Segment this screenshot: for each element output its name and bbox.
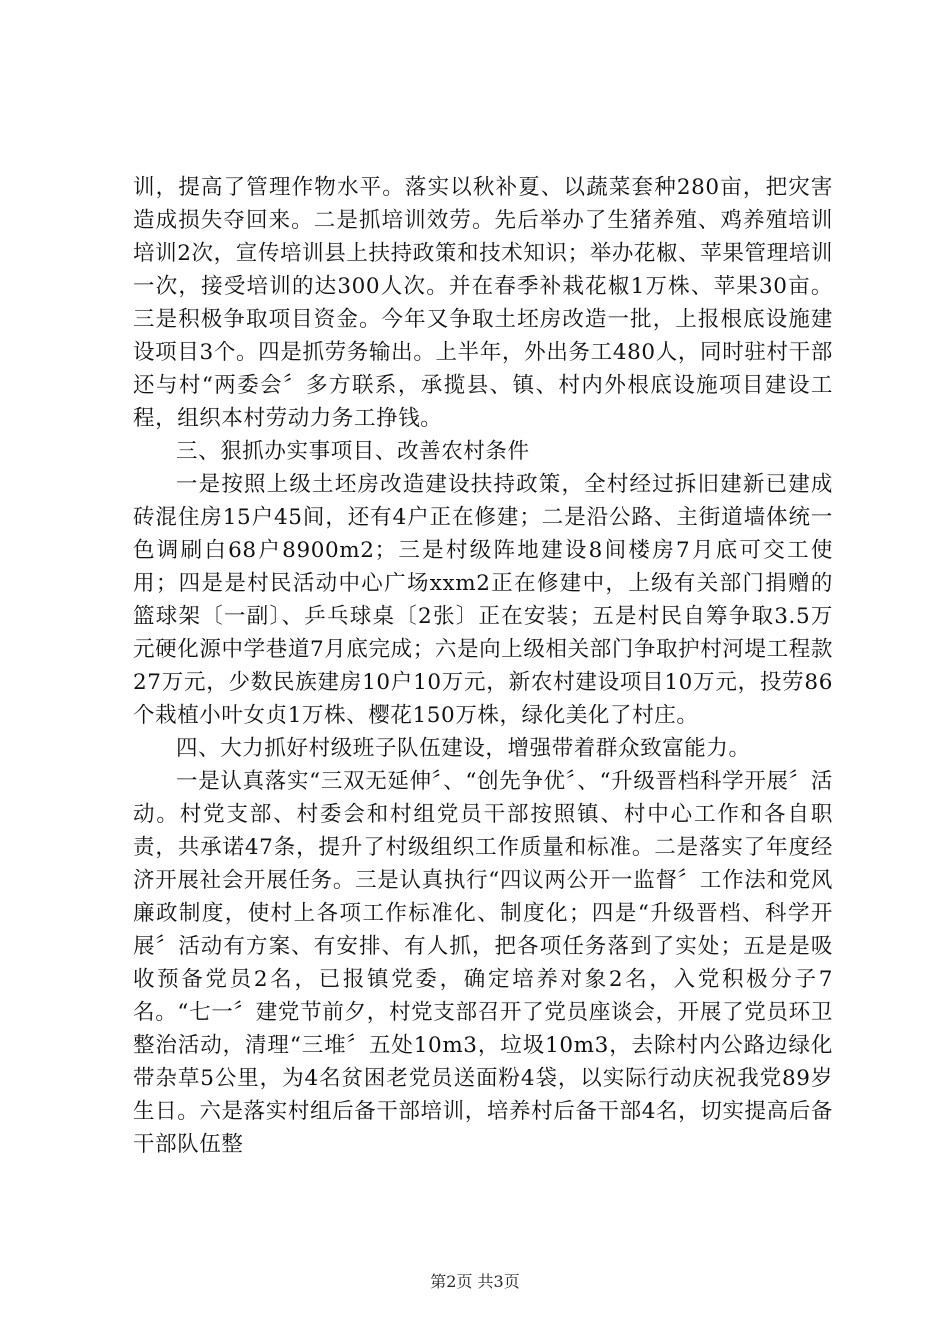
section-heading-4: 四、大力抓好村级班子队伍建设，增强带着群众致富能力。	[176, 736, 751, 761]
body-paragraph-continued: 训，提高了管理作物水平。落实以秋补夏、以蔬菜套种280亩，把灾害造成损失夺回来。二是抓培训效劳。先后举办了生猪养殖、鸡养殖培训培训2次，宣传培训县上扶持政策和技术知识；举办花椒、苹果管理培训一次，接受培训的达300人次。并在春季补栽花椒1万株、苹果30亩。三是积极争取项目资金。今年又争取土坯房改造一批，上报根底设施建设项目3个。四是抓劳务输出。上半年，外出务工480人，同时驻村干部还与村“两委会〞多方联系，承揽县、镇、村内外根底设施项目建设工程，组织本村劳动力务工挣钱。	[133, 175, 833, 431]
document-body	[133, 171, 833, 1161]
page-number-footer: 第2页 共3页	[430, 1272, 520, 1291]
body-paragraph: 一是认真落实“三双无延伸〞、“创先争优〞、“升级晋档科学开展〞活动。村党支部、村委会和村组党员干部按照镇、村中心工作和各自职责，共承诺47条，提升了村级组织工作质量和标准。二是落实了年度经济开展社会开展任务。三是认真执行“四议两公开一监督〞工作法和党风廉政制度，使村上各项工作标准化、制度化；四是“升级晋档、科学开展〞活动有方案、有安排、有人抓，把各项任务落到了实处；五是是吸收预备党员2名，已报镇党委，确定培养对象2名，入党积极分子7名。“七一〞建党节前夕，村党支部召开了党员座谈会，开展了党员环卫整治活动，清理“三堆〞五处10m3，垃圾10m3，去除村内公路边绿化带杂草5公里，为4名贫困老党员送面粉4袋，以实际行动庆祝我党89岁生日。六是落实村组后备干部培训，培养村后备干部4名，切实提高后备干部队伍整	[133, 769, 833, 1157]
section-heading-3: 三、狠抓办实事项目、改善农村条件	[176, 439, 530, 464]
body-paragraph: 一是按照上级土坯房改造建设扶持政策，全村经过拆旧建新已建成砖混住房15户45间，还有4户正在修建；二是沿公路、主街道墙体统一色调刷白68户8900m2；三是村级阵地建设8间楼房7月底可交工使用；四是是村民活动中心广场xxm2正在修建中，上级有关部门捐赠的篮球架〔一副〕、乒乓球桌〔2张〕正在安装；五是村民自筹争取3.5万元硬化源中学巷道7月底完成；六是向上级相关部门争取护村河堤工程款27万元，少数民族建房10户10万元，新农村建设项目10万元，投劳86个栽植小叶女贞1万株、樱花150万株，绿化美化了村庄。	[133, 472, 833, 728]
